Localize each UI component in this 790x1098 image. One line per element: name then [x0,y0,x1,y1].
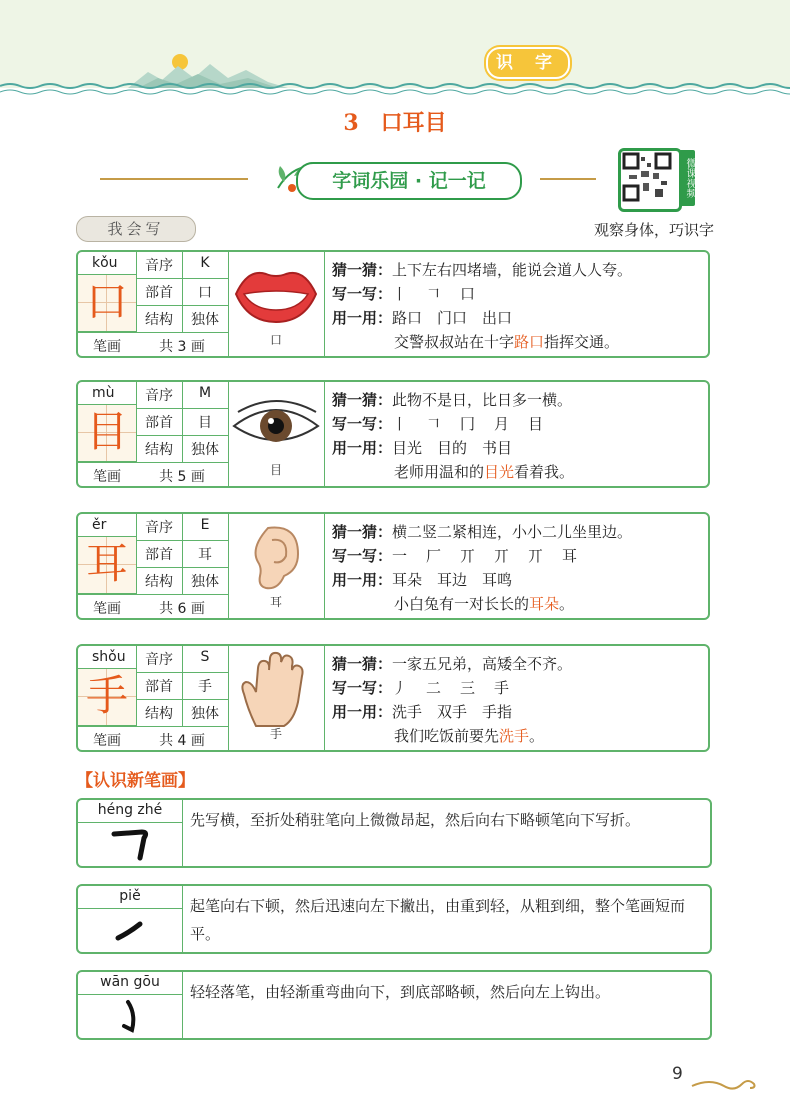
write-sequence: 丨 𠃍 口 [392,285,478,303]
stroke-box-0 [76,798,712,868]
mouth-icon [228,252,325,356]
page-number: 9 [672,1064,683,1084]
sentence-post: 指挥交通。 [544,333,620,351]
sentence-post: 看着我。 [514,463,575,481]
banner-line-left [100,178,248,180]
guess-label: 猜一猜： [332,261,393,279]
guess-label: 猜一猜： [332,523,393,541]
header-wave-border [0,82,790,96]
char-text [332,258,702,354]
use-words: 路口 门口 出口 [392,309,513,327]
sentence-highlight: 耳朵 [529,595,560,613]
write-sequence: 一 厂 丌 丌 丌 耳 [392,547,580,565]
char-pinyin: ěr [92,517,107,533]
char-card-1 [76,380,710,488]
structure-label: 结构 [145,706,173,722]
use-label: 用一用： [332,309,393,327]
strokes-label: 笔画 [93,339,121,355]
structure-value: 独体 [191,312,219,328]
use-words: 耳朵 耳边 耳鸣 [392,571,513,589]
stroke-description: 起笔向右下顿，然后迅速向左下撇出，由重到轻，从粗到细，整个笔画短而平。 [190,897,686,943]
char-text [332,520,702,616]
pic-label: 手 [269,727,282,741]
horizontal-turn-stroke-icon [78,824,182,866]
radical-label: 部首 [145,547,173,563]
stroke-box-2 [76,970,712,1040]
write-label: 写一写： [332,547,393,565]
use-label: 用一用： [332,571,393,589]
order-label: 音序 [145,520,173,536]
radical-value: 手 [198,679,212,695]
eye-icon [228,382,325,486]
sentence-pre: 老师用温和的 [394,463,485,481]
guess-text: 横二竖二紧相连，小小二儿坐里边。 [392,523,633,541]
radical-label: 部首 [145,679,173,695]
big-char: 口 [85,277,128,326]
new-strokes-title: 【认识新笔画】 [76,771,195,791]
structure-value: 独体 [191,706,219,722]
char-card-0 [76,250,710,358]
structure-value: 独体 [191,442,219,458]
strokes-label: 笔画 [93,601,121,617]
structure-value: 独体 [191,574,219,590]
radical-value: 目 [198,415,212,431]
observe-text: 观察身体，巧识字 [593,221,714,239]
qr-code-icon[interactable] [618,148,682,212]
section-tag: 识 字 [486,47,570,79]
sentence-pre: 我们吃饭前要先 [394,727,500,745]
guess-text: 上下左右四堵墙，能说会道人人夸。 [392,261,633,279]
stroke-pinyin: piě [119,888,141,904]
write-sequence: 丿 二 三 手 [392,679,512,697]
guess-text: 一家五兄弟，高矮全不齐。 [392,655,573,673]
char-pinyin: shǒu [92,649,126,665]
structure-label: 结构 [145,442,173,458]
radical-value: 口 [198,285,212,301]
swirl-decoration-icon [690,1074,760,1094]
use-words: 洗手 双手 手指 [392,703,513,721]
char-meta [78,382,229,486]
pic-label: 目 [269,463,282,477]
char-meta [78,646,229,750]
big-char: 耳 [85,539,128,588]
stroke-left [78,972,183,1038]
sentence-post: 。 [529,727,545,745]
structure-label: 结构 [145,312,173,328]
use-label: 用一用： [332,703,393,721]
hand-icon [228,646,325,750]
short-left-falling-stroke-icon [78,910,182,952]
header-band [0,0,790,88]
order-value: S [200,649,210,665]
stroke-count: 共 6 画 [159,601,205,617]
char-meta [78,252,229,356]
strokes-label: 笔画 [93,733,121,749]
stroke-left [78,800,183,866]
sentence-highlight: 洗手 [499,727,530,745]
order-label: 音序 [145,258,173,274]
char-card-2 [76,512,710,620]
write-sequence: 丨 𠃍 冂 月 目 [392,415,546,433]
bent-hook-stroke-icon [78,996,182,1038]
char-text [332,652,702,748]
write-label: 写一写： [332,415,393,433]
stroke-box-1 [76,884,712,954]
char-pinyin: kǒu [92,255,118,271]
sentence-highlight: 目光 [484,463,515,481]
guess-label: 猜一猜： [332,655,393,673]
sentence-highlight: 路口 [514,333,545,351]
stroke-left [78,886,183,952]
sentence-pre: 交警叔叔站在十字 [394,333,515,351]
stroke-count: 共 4 画 [159,733,205,749]
radical-value: 耳 [198,547,212,563]
stroke-count: 共 5 画 [159,469,205,485]
banner-line-right [540,178,596,180]
sentence-pre: 小白兔有一对长长的 [394,595,530,613]
order-label: 音序 [145,652,173,668]
stroke-pinyin: wān gōu [100,974,160,990]
write-label: 写一写： [332,285,393,303]
use-label: 用一用： [332,439,393,457]
char-pinyin: mù [92,385,115,401]
stroke-pinyin: héng zhé [97,802,163,818]
stroke-description: 先写横，至折处稍驻笔向上微微昂起，然后向右下略顿笔向下写折。 [190,811,641,829]
stroke-description: 轻轻落笔，由轻渐重弯曲向下，到底部略顿，然后向左上钩出。 [190,983,611,1001]
order-label: 音序 [145,388,173,404]
big-char: 手 [85,671,128,720]
sentence-post: 。 [559,595,575,613]
banner-title: 字词乐园 · 记一记 [296,162,522,200]
guess-label: 猜一猜： [332,391,393,409]
write-tag: 我会写 [76,216,196,242]
char-text [332,388,702,484]
char-meta [78,514,229,618]
use-words: 目光 目的 书目 [392,439,513,457]
radical-label: 部首 [145,415,173,431]
lesson-title: 3 口耳目 [343,110,447,136]
qr-pattern-icon [621,151,673,203]
order-value: K [200,255,210,271]
strokes-label: 笔画 [93,469,121,485]
guess-text: 此物不是日，比日多一横。 [392,391,573,409]
order-value: E [200,517,210,533]
pic-label: 耳 [269,595,282,609]
ear-icon [228,514,325,618]
pic-label: 口 [269,333,282,347]
order-value: M [198,385,212,401]
qr-caption: 微课视频 [679,150,695,206]
radical-label: 部首 [145,285,173,301]
stroke-count: 共 3 画 [159,339,205,355]
char-card-3 [76,644,710,752]
structure-label: 结构 [145,574,173,590]
write-label: 写一写： [332,679,393,697]
big-char: 目 [85,407,128,456]
